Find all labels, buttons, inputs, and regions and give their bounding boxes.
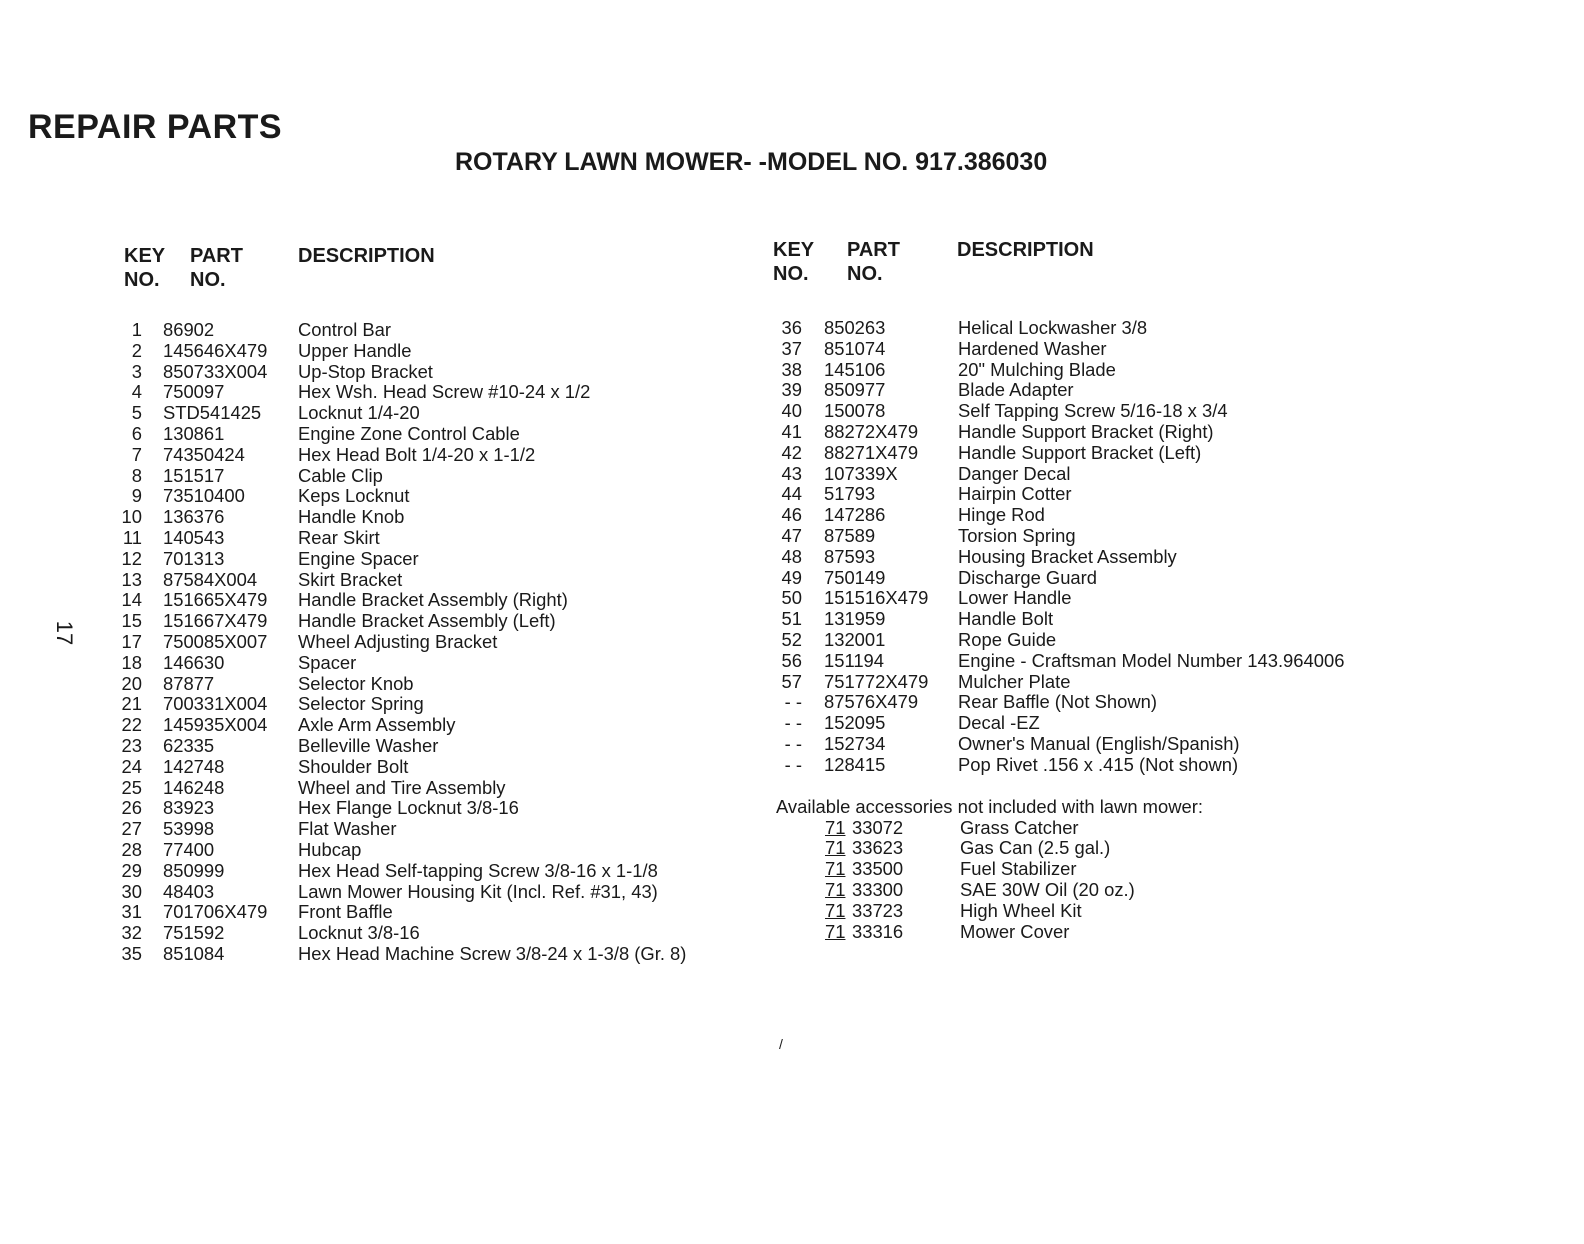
table-row	[760, 526, 1560, 547]
part-number: 130861	[163, 422, 225, 444]
part-number: 751592	[163, 922, 225, 944]
part-description: Helical Lockwasher 3/8	[958, 317, 1148, 338]
key-number: 22	[121, 714, 142, 736]
table-row	[100, 570, 760, 591]
part-description: Belleville Washer	[298, 734, 439, 756]
key-number: 1	[131, 319, 142, 340]
part-number: 145646X479	[163, 339, 268, 361]
accessory-description: Fuel Stabilizer	[960, 858, 1077, 880]
accessory-number: 33500	[852, 858, 904, 880]
part-number: 851084	[163, 942, 225, 964]
part-number: 850263	[824, 317, 886, 338]
accessories-list	[760, 818, 1560, 943]
part-description: Locknut 3/8-16	[298, 922, 420, 944]
part-number: 850977	[824, 379, 886, 401]
part-number: 131959	[824, 608, 886, 630]
accessory-prefix: 71	[825, 920, 846, 942]
key-number: 2	[131, 339, 142, 361]
part-number: STD541425	[163, 402, 262, 424]
part-description: Cable Clip	[298, 464, 383, 486]
table-row	[100, 466, 760, 487]
table-row	[100, 715, 760, 736]
table-row	[760, 360, 1560, 381]
table-row	[760, 339, 1560, 360]
accessory-row	[760, 859, 1560, 880]
accessory-number: 33723	[852, 899, 904, 921]
accessory-number: 33623	[852, 837, 904, 859]
table-row	[760, 464, 1560, 485]
table-row	[100, 882, 760, 903]
part-description: Hex Wsh. Head Screw #10-24 x 1/2	[298, 381, 591, 403]
part-description: Upper Handle	[298, 339, 412, 361]
part-number: 142748	[163, 755, 225, 777]
part-description: Hex Flange Locknut 3/8-16	[298, 797, 519, 819]
key-number: 44	[781, 483, 802, 505]
key-number: 9	[131, 485, 142, 507]
key-number: - -	[784, 712, 802, 734]
part-description: Discharge Guard	[958, 566, 1098, 588]
table-row	[100, 694, 760, 715]
part-number: 53998	[163, 818, 215, 840]
part-number: 87877	[163, 672, 215, 694]
stray-mark: /	[779, 1036, 783, 1052]
accessory-description: High Wheel Kit	[960, 899, 1082, 921]
key-number: 47	[781, 524, 802, 546]
part-description: Hex Head Bolt 1/4-20 x 1-1/2	[298, 443, 536, 465]
part-description: Wheel Adjusting Bracket	[298, 630, 498, 652]
part-description: Hardened Washer	[958, 337, 1107, 359]
part-number: 107339X	[824, 462, 898, 484]
table-row	[760, 692, 1560, 713]
parts-rows	[760, 318, 1560, 776]
part-description: Self Tapping Screw 5/16-18 x 3/4	[958, 400, 1228, 422]
part-number: 88272X479	[824, 420, 919, 442]
key-number: 20	[121, 672, 142, 694]
part-description: Hubcap	[298, 838, 362, 860]
key-number: - -	[784, 753, 802, 775]
key-number: 40	[781, 400, 802, 422]
part-description: Flat Washer	[298, 818, 397, 840]
table-row	[760, 651, 1560, 672]
part-number: 48403	[163, 880, 215, 902]
table-row	[100, 549, 760, 570]
table-row	[100, 861, 760, 882]
table-row	[100, 840, 760, 861]
key-number: 50	[781, 587, 802, 609]
part-description: Blade Adapter	[958, 379, 1074, 401]
part-description: Danger Decal	[958, 462, 1071, 484]
part-number: 152095	[824, 712, 886, 734]
part-number: 750149	[824, 566, 886, 588]
key-number: 7	[131, 443, 142, 465]
table-row	[760, 568, 1560, 589]
key-number: 35	[121, 942, 142, 964]
part-description: Skirt Bracket	[298, 568, 403, 590]
table-row	[100, 674, 760, 695]
part-description: Handle Bolt	[958, 608, 1054, 630]
key-number: 31	[121, 901, 142, 923]
part-description: Handle Knob	[298, 506, 405, 528]
table-row	[760, 443, 1560, 464]
part-number: 750097	[163, 381, 225, 403]
part-number: 136376	[163, 506, 225, 528]
key-number: 23	[121, 734, 142, 756]
table-row	[100, 778, 760, 799]
part-description: Pop Rivet .156 x .415 (Not shown)	[958, 753, 1239, 775]
accessory-description: Gas Can (2.5 gal.)	[960, 837, 1111, 859]
accessory-prefix: 71	[825, 878, 846, 900]
part-number: 87593	[824, 545, 876, 567]
column-headers	[760, 238, 1560, 298]
part-number: 146630	[163, 651, 225, 673]
part-no-header: PART NO.	[847, 239, 900, 285]
table-row	[100, 798, 760, 819]
part-number: 87589	[824, 524, 876, 546]
part-description: Rear Baffle (Not Shown)	[958, 691, 1157, 713]
part-number: 850999	[163, 859, 225, 881]
accessory-description: Mower Cover	[960, 920, 1070, 942]
key-number: 15	[121, 610, 142, 632]
accessory-row	[760, 818, 1560, 839]
table-row	[760, 547, 1560, 568]
part-description: Mulcher Plate	[958, 670, 1071, 692]
table-row	[100, 445, 760, 466]
accessory-row	[760, 880, 1560, 901]
table-row	[760, 630, 1560, 651]
key-number: 36	[781, 317, 802, 338]
part-description: Torsion Spring	[958, 524, 1076, 546]
part-number: 850733X004	[163, 360, 268, 382]
part-description: Selector Spring	[298, 693, 424, 715]
part-description: Hex Head Machine Screw 3/8-24 x 1-3/8 (Gr. 8)	[298, 942, 687, 964]
part-description: Selector Knob	[298, 672, 414, 694]
part-number: 701706X479	[163, 901, 268, 923]
part-description: Engine Spacer	[298, 547, 419, 569]
key-number: 49	[781, 566, 802, 588]
table-row	[100, 528, 760, 549]
key-number: 56	[781, 649, 802, 671]
key-no-header: KEY NO.	[124, 245, 166, 291]
part-number: 73510400	[163, 485, 245, 507]
page-heading: REPAIR PARTS	[28, 108, 283, 146]
key-number: 51	[781, 608, 802, 630]
part-description: Control Bar	[298, 319, 392, 340]
part-number: 145106	[824, 358, 886, 380]
part-number: 701313	[163, 547, 225, 569]
table-row	[100, 403, 760, 424]
part-description: Handle Bracket Assembly (Right)	[298, 589, 568, 611]
part-description: Decal -EZ	[958, 712, 1040, 734]
key-number: 17	[121, 630, 142, 652]
part-number: 86902	[163, 319, 215, 340]
description-header: DESCRIPTION	[957, 239, 1094, 261]
part-description: Keps Locknut	[298, 485, 410, 507]
table-row	[100, 653, 760, 674]
key-no-header: KEY NO.	[773, 239, 815, 285]
key-number: 12	[121, 547, 142, 569]
part-description: Hex Head Self-tapping Screw 3/8-16 x 1-1/8	[298, 859, 658, 881]
part-number: 147286	[824, 504, 886, 526]
part-description: Locknut 1/4-20	[298, 402, 420, 424]
part-description: Owner's Manual (English/Spanish)	[958, 732, 1240, 754]
part-description: Up-Stop Bracket	[298, 360, 433, 382]
key-number: 37	[781, 337, 802, 359]
accessory-row	[760, 901, 1560, 922]
accessory-row	[760, 922, 1560, 943]
accessories-title: Available accessories not included with lawn mower:	[776, 795, 1203, 817]
table-row	[100, 944, 760, 965]
parts-list-right	[760, 238, 1560, 942]
part-number: 132001	[824, 628, 886, 650]
key-number: - -	[784, 732, 802, 754]
part-number: 150078	[824, 400, 886, 422]
part-description: Rear Skirt	[298, 526, 380, 548]
parts-list-left	[100, 244, 760, 965]
key-number: 11	[122, 526, 142, 548]
table-row	[760, 609, 1560, 630]
key-number: 38	[781, 358, 802, 380]
key-number: 30	[121, 880, 142, 902]
table-row	[760, 380, 1560, 401]
key-number: 24	[121, 755, 142, 777]
key-number: - -	[784, 691, 802, 713]
part-description: Engine Zone Control Cable	[298, 422, 520, 444]
key-number: 48	[781, 545, 802, 567]
part-number: 62335	[163, 734, 215, 756]
part-number: 851074	[824, 337, 886, 359]
table-row	[100, 902, 760, 923]
table-row	[100, 320, 760, 341]
table-row	[760, 713, 1560, 734]
part-number: 74350424	[163, 443, 245, 465]
part-number: 151516X479	[824, 587, 929, 609]
key-number: 8	[131, 464, 142, 486]
table-row	[760, 672, 1560, 693]
key-number: 6	[131, 422, 142, 444]
key-number: 46	[781, 504, 802, 526]
table-row	[100, 424, 760, 445]
key-number: 21	[121, 693, 142, 715]
part-number: 51793	[824, 483, 876, 505]
table-row	[760, 588, 1560, 609]
key-number: 18	[121, 651, 142, 673]
table-row	[100, 632, 760, 653]
part-description: Hairpin Cotter	[958, 483, 1072, 505]
part-number: 751772X479	[824, 670, 929, 692]
table-row	[100, 382, 760, 403]
part-description: Handle Support Bracket (Right)	[958, 420, 1214, 442]
key-number: 29	[121, 859, 142, 881]
table-row	[100, 923, 760, 944]
accessory-prefix: 71	[825, 858, 846, 880]
part-description: Wheel and Tire Assembly	[298, 776, 506, 798]
part-description: Rope Guide	[958, 628, 1057, 650]
description-header: DESCRIPTION	[298, 245, 435, 267]
key-number: 25	[121, 776, 142, 798]
part-number: 128415	[824, 753, 886, 775]
key-number: 14	[121, 589, 142, 611]
part-number: 83923	[163, 797, 215, 819]
page-title: ROTARY LAWN MOWER- -MODEL NO. 917.386030	[455, 148, 1048, 176]
accessory-prefix: 71	[825, 837, 846, 859]
key-number: 27	[121, 818, 142, 840]
table-row	[760, 755, 1560, 776]
part-number: 87584X004	[163, 568, 258, 590]
table-row	[760, 401, 1560, 422]
part-description: Lower Handle	[958, 587, 1072, 609]
part-number: 146248	[163, 776, 225, 798]
table-row	[760, 422, 1560, 443]
table-row	[100, 736, 760, 757]
parts-rows	[100, 320, 760, 965]
part-number: 145935X004	[163, 714, 268, 736]
key-number: 28	[121, 838, 142, 860]
part-number: 750085X007	[163, 630, 268, 652]
table-row	[100, 590, 760, 611]
part-number: 152734	[824, 732, 886, 754]
key-number: 41	[781, 420, 802, 442]
part-description: Housing Bracket Assembly	[958, 545, 1177, 567]
part-number: 151517	[163, 464, 225, 486]
page-number: 17	[52, 620, 78, 646]
column-headers	[100, 244, 760, 304]
part-number: 700331X004	[163, 693, 268, 715]
table-row	[100, 507, 760, 528]
accessory-description: SAE 30W Oil (20 oz.)	[960, 878, 1135, 900]
part-number: 88271X479	[824, 441, 919, 463]
key-number: 5	[131, 402, 142, 424]
table-row	[760, 484, 1560, 505]
key-number: 13	[121, 568, 142, 590]
table-row	[100, 819, 760, 840]
key-number: 42	[781, 441, 802, 463]
table-row	[100, 757, 760, 778]
key-number: 10	[121, 506, 142, 528]
part-number: 77400	[163, 838, 215, 860]
part-number: 151194	[824, 649, 885, 671]
part-description: Spacer	[298, 651, 357, 673]
part-description: Lawn Mower Housing Kit (Incl. Ref. #31, 43)	[298, 880, 658, 902]
accessory-number: 33072	[852, 816, 904, 838]
table-row	[760, 318, 1560, 339]
accessory-row	[760, 838, 1560, 859]
part-no-header: PART NO.	[190, 245, 243, 291]
part-number: 140543	[163, 526, 225, 548]
accessory-number: 33316	[852, 920, 904, 942]
part-description: 20" Mulching Blade	[958, 358, 1116, 380]
table-row	[100, 611, 760, 632]
key-number: 43	[781, 462, 802, 484]
key-number: 3	[131, 360, 142, 382]
part-description: Hinge Rod	[958, 504, 1045, 526]
part-number: 151667X479	[163, 610, 268, 632]
key-number: 52	[781, 628, 802, 650]
part-number: 87576X479	[824, 691, 919, 713]
key-number: 4	[131, 381, 142, 403]
part-description: Handle Bracket Assembly (Left)	[298, 610, 556, 632]
part-description: Shoulder Bolt	[298, 755, 409, 777]
part-description: Axle Arm Assembly	[298, 714, 456, 736]
accessory-prefix: 71	[825, 816, 846, 838]
table-row	[100, 362, 760, 383]
table-row	[760, 505, 1560, 526]
accessory-description: Grass Catcher	[960, 816, 1079, 838]
key-number: 26	[121, 797, 142, 819]
table-row	[100, 341, 760, 362]
key-number: 32	[121, 922, 142, 944]
part-number: 151665X479	[163, 589, 268, 611]
accessory-prefix: 71	[825, 899, 846, 921]
part-description: Handle Support Bracket (Left)	[958, 441, 1202, 463]
table-row	[100, 486, 760, 507]
key-number: 57	[781, 670, 802, 692]
part-description: Front Baffle	[298, 901, 393, 923]
key-number: 39	[781, 379, 802, 401]
part-description: Engine - Craftsman Model Number 143.964006	[958, 649, 1345, 671]
table-row	[760, 734, 1560, 755]
accessory-number: 33300	[852, 878, 904, 900]
